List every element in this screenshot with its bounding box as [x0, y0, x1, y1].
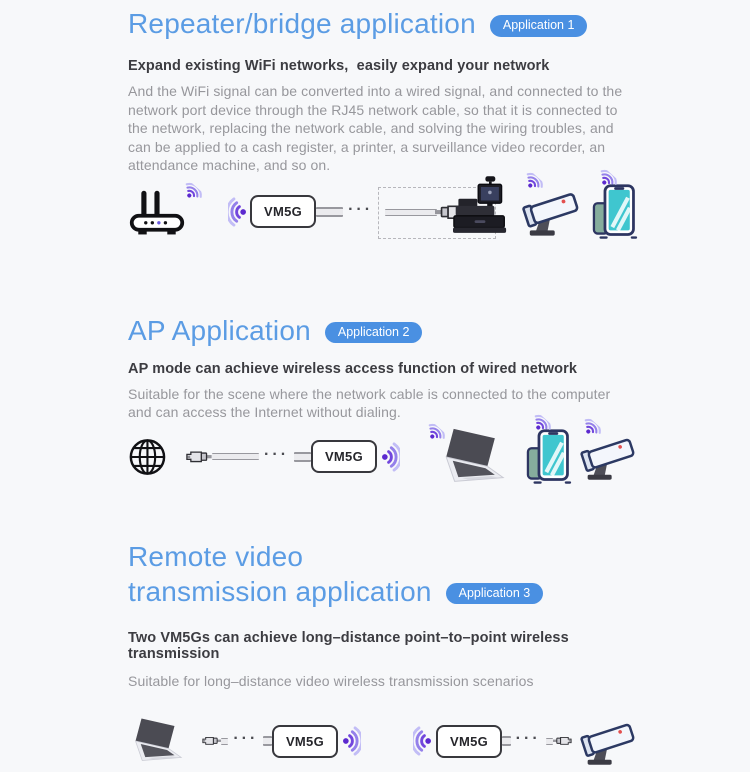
ethernet-cable	[546, 738, 553, 745]
application-badge: Application 1	[490, 15, 588, 37]
section-title-row	[128, 574, 640, 610]
ethernet-cable	[294, 452, 311, 462]
ethernet-cable	[212, 453, 259, 460]
cctv-camera-icon	[522, 184, 584, 239]
globe-icon	[128, 434, 167, 480]
application-badge: Application 3	[446, 583, 544, 605]
wifi-waves-icon	[381, 441, 400, 473]
cctv-camera-icon	[580, 715, 640, 768]
wired-devices-group	[378, 187, 496, 239]
section-title-line2: transmission application	[128, 575, 432, 609]
ethernet-cable	[502, 736, 511, 746]
section-repeater-bridge	[128, 6, 640, 243]
section-subtitle: Expand existing WiFi networks, easily expand your network	[128, 58, 640, 74]
section-body: And the WiFi signal can be converted into a wired signal, and connected to the network port device through the RJ45 network cable, so that it is connected to the network, replacing the network cable, and solving the wiring troubles, and can be applied to a cash register, a printer, a surveillance video recorder, an attendance machine, and so on.	[128, 82, 633, 175]
repeater-diagram	[128, 181, 640, 243]
section-subtitle: AP mode can achieve wireless access function of wired network	[128, 361, 640, 377]
remote-video-diagram	[128, 710, 640, 772]
section-title-line1: Remote video	[128, 540, 640, 574]
laptop-icon	[128, 717, 194, 765]
section-title-row	[128, 6, 640, 42]
vm5g-device: VM5G	[436, 725, 502, 758]
wifi-waves-icon	[342, 725, 361, 757]
vm5g-device: VM5G	[250, 195, 316, 228]
section-ap-application	[128, 313, 640, 488]
smartphone-icon	[526, 428, 574, 485]
section-title-row	[128, 313, 640, 349]
page-title: Repeater/bridge application	[128, 7, 476, 41]
ethernet-cable	[385, 209, 437, 216]
cable-dots: ···	[511, 731, 546, 747]
ap-diagram	[128, 426, 640, 488]
rj45-connector-icon	[553, 733, 574, 749]
cable-dots: ···	[228, 731, 263, 747]
application-badge: Application 2	[325, 322, 423, 344]
section-remote-video	[128, 540, 640, 772]
wifi-waves-icon	[413, 725, 432, 757]
wifi-waves-icon	[228, 196, 247, 228]
ethernet-cable	[221, 738, 228, 745]
section-title: AP Application	[128, 314, 311, 348]
section-body: Suitable for long–distance video wireless transmission scenarios	[128, 672, 633, 691]
rj45-connector-icon	[200, 733, 221, 749]
ethernet-cable	[316, 207, 343, 217]
cash-register-icon	[453, 174, 507, 241]
vm5g-device: VM5G	[311, 440, 377, 473]
section-subtitle: Two VM5Gs can achieve long–distance point–to–point wireless transmission	[128, 630, 640, 662]
laptop-icon	[436, 428, 520, 486]
ethernet-cable	[263, 736, 272, 746]
rj45-connector-icon	[183, 449, 212, 465]
smartphone-icon	[592, 183, 640, 240]
cable-dots: ···	[343, 202, 378, 218]
wifi-router-icon	[128, 187, 186, 237]
vm5g-device: VM5G	[272, 725, 338, 758]
section-body: Suitable for the scene where the network cable is connected to the computer and can access the Internet without dialing.	[128, 385, 633, 422]
cable-dots: ···	[259, 447, 294, 463]
cctv-camera-icon	[580, 430, 640, 483]
